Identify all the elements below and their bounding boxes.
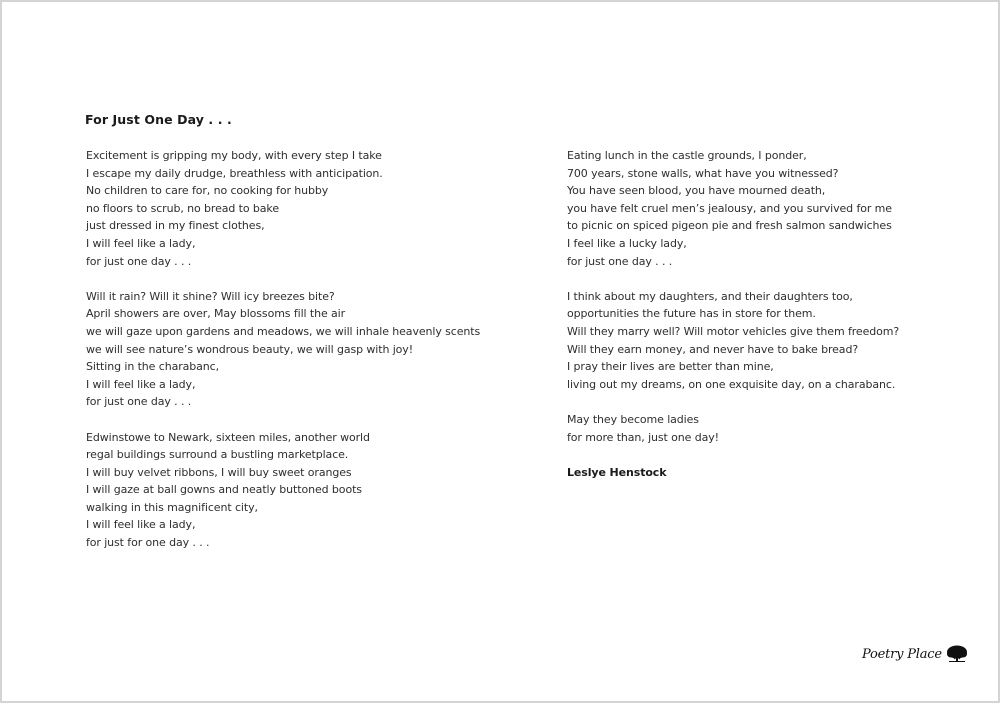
poem-line: living out my dreams, on one exquisite day, on a charabanc. <box>567 377 896 391</box>
poem-line: for just for one day . . . <box>86 536 210 550</box>
poem-left-column <box>86 147 506 569</box>
stanza-2 <box>86 288 506 411</box>
poem-line: I pray their lives are better than mine, <box>567 360 774 374</box>
stanza-3 <box>86 429 506 552</box>
poem-line: you have felt cruel men’s jealousy, and you survived for me <box>567 201 892 215</box>
poem-line: I will gaze at ball gowns and neatly buttoned boots <box>86 483 362 497</box>
poem-line: Excitement is gripping my body, with every step I take <box>86 149 382 162</box>
poem-line: for just one day . . . <box>86 254 192 268</box>
poem-line: Will they marry well? Will motor vehicles give them freedom? <box>567 324 900 338</box>
poem-line: Edwinstowe to Newark, sixteen miles, another world <box>86 430 370 444</box>
poem-line: we will gaze upon gardens and meadows, we will inhale heavenly scents <box>86 324 481 338</box>
stanza-6 <box>567 411 947 446</box>
poem-line: I will buy velvet ribbons, I will buy sweet oranges <box>86 465 352 479</box>
poem-right-column <box>567 147 947 481</box>
poem-line: Will it rain? Will it shine? Will icy breezes bite? <box>86 289 335 303</box>
poem-line: opportunities the future has in store for them. <box>567 307 816 321</box>
poem-line: no floors to scrub, no bread to bake <box>86 201 279 215</box>
poem-line: No children to care for, no cooking for hubby <box>86 184 329 198</box>
poem-line: I think about my daughters, and their daughters too, <box>567 289 853 303</box>
poetry-place-logo <box>862 645 968 663</box>
poem-line: I will feel like a lady, <box>86 236 196 250</box>
poem-line: Will they earn money, and never have to bake bread? <box>567 342 859 356</box>
poem-line: Sitting in the charabanc, <box>86 360 220 374</box>
poem-line: for more than, just one day! <box>567 430 719 444</box>
poem-line: April showers are over, May blossoms fill the air <box>86 307 346 321</box>
logo-text: Poetry Place <box>862 646 942 662</box>
poem-line: I feel like a lucky lady, <box>567 236 687 250</box>
poem-line: walking in this magnificent city, <box>86 500 258 514</box>
poem-title: For Just One Day . . . <box>85 112 232 127</box>
poem-author: Leslye Henstock <box>567 465 667 479</box>
poem-line: I will feel like a lady, <box>86 377 196 391</box>
poem-line: Eating lunch in the castle grounds, I ponder, <box>567 149 807 162</box>
poem-line: May they become ladies <box>567 412 699 426</box>
poem-line: 700 years, stone walls, what have you witnessed? <box>567 166 839 180</box>
poem-line: for just one day . . . <box>86 395 192 409</box>
stanza-1 <box>86 147 506 270</box>
poem-line: I will feel like a lady, <box>86 518 196 532</box>
poem-line: You have seen blood, you have mourned death, <box>567 184 826 198</box>
poem-line: to picnic on spiced pigeon pie and fresh salmon sandwiches <box>567 219 892 233</box>
tree-icon <box>946 645 968 663</box>
poem-line: for just one day . . . <box>567 254 673 268</box>
poem-line: we will see nature’s wondrous beauty, we will gasp with joy! <box>86 342 414 356</box>
stanza-4 <box>567 147 947 270</box>
poem-line: I escape my daily drudge, breathless with anticipation. <box>86 166 383 180</box>
stanza-5 <box>567 288 947 394</box>
poem-line: regal buildings surround a bustling marketplace. <box>86 448 349 462</box>
poem-line: just dressed in my finest clothes, <box>86 219 265 233</box>
